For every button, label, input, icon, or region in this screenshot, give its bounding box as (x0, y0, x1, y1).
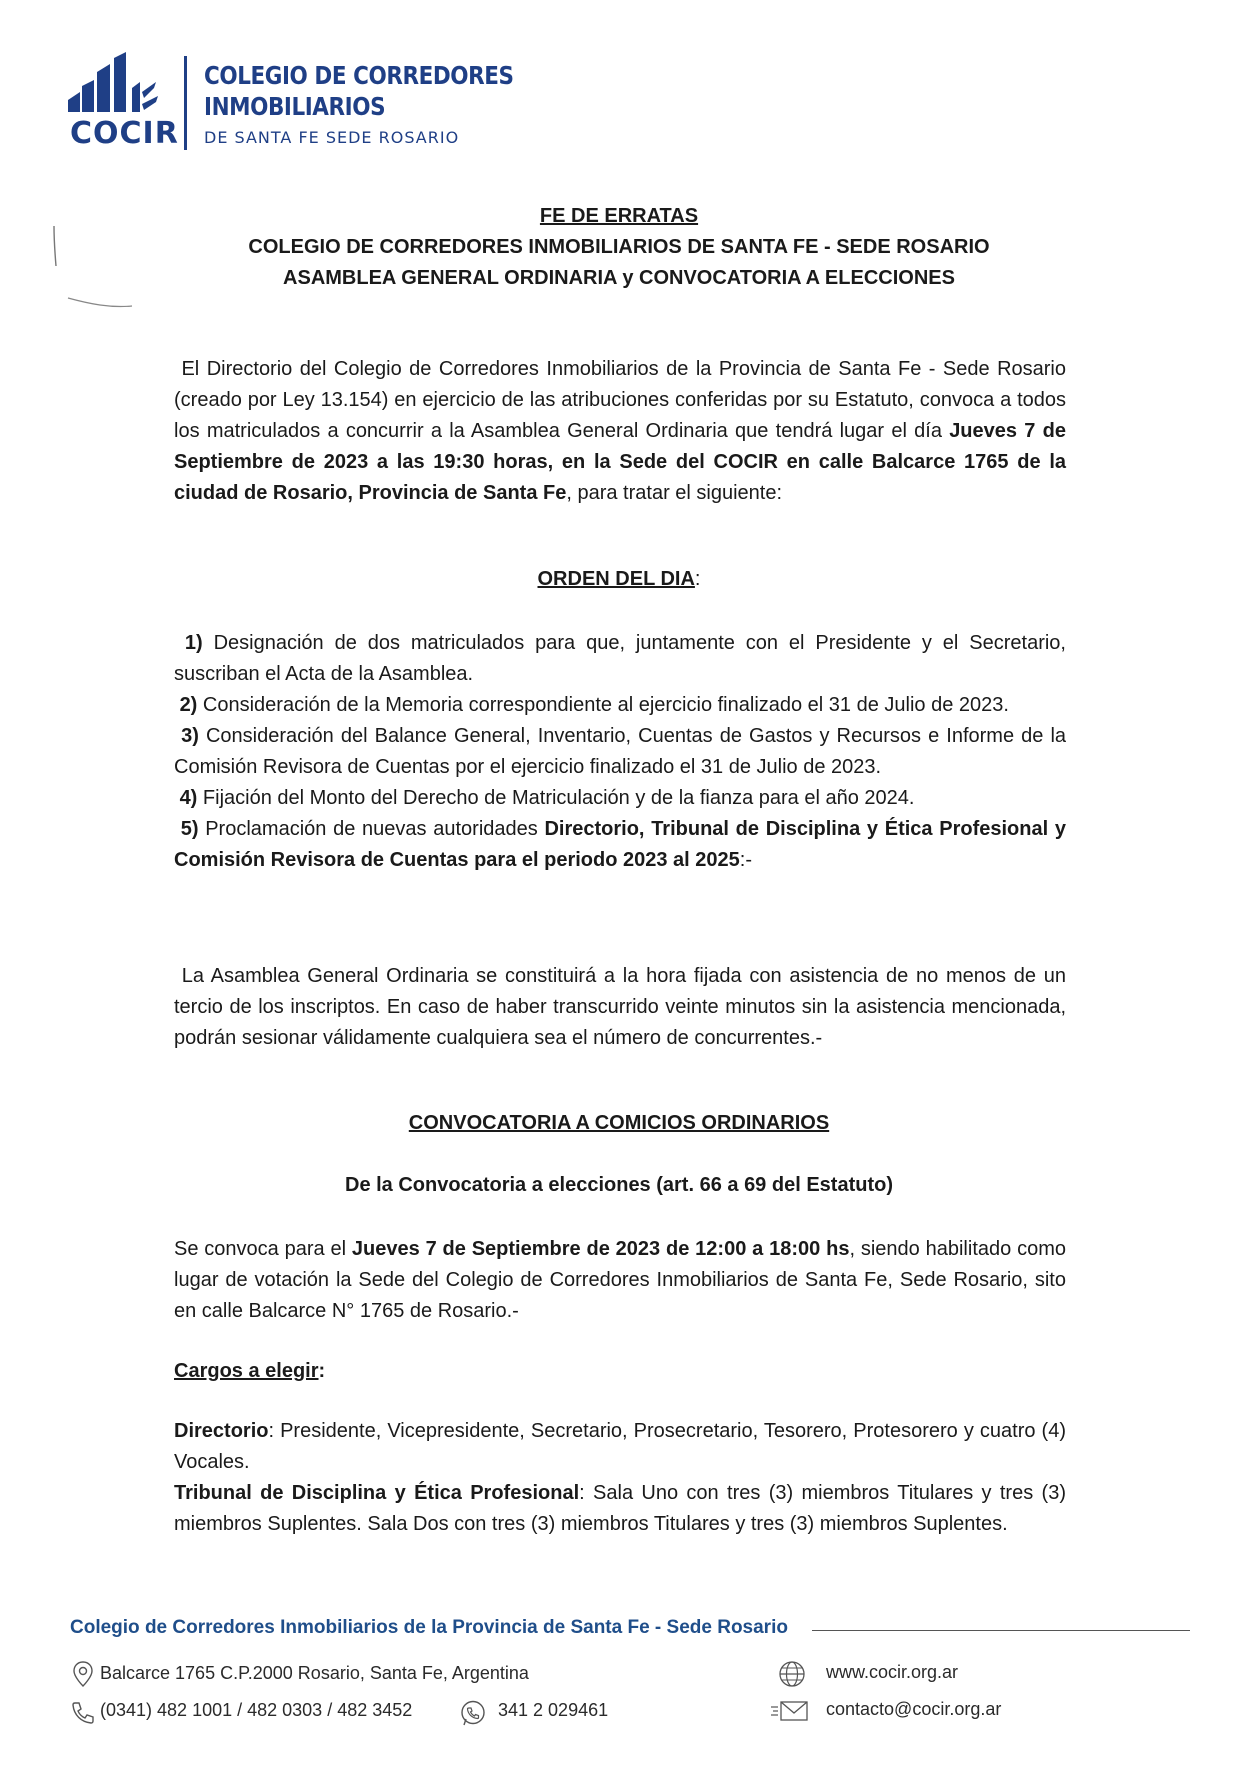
list-item: 1) Designación de dos matriculados para que, juntamente con el Presidente y el Secretario, suscriban el Acta de la Asamblea. (174, 632, 1066, 685)
list-item: 2) Consideración de la Memoria correspondiente al ejercicio finalizado el 31 de Julio de 2023. (179, 694, 1009, 716)
list-item: 4) Fijación del Monto del Derecho de Matriculación y de la fianza para el año 2024. (179, 787, 915, 809)
cargo-tribunal: Tribunal de Disciplina y Ética Profesional: Sala Uno con tres (3) miembros Titulares y tres (3) miembros Suplentes. Sala Dos con tres (3) miembros Titulares y tres (3) miembros Suplentes. (174, 1482, 1066, 1535)
footer-whatsapp[interactable]: 341 2 029461 (498, 1700, 609, 1720)
logo-name: COLEGIO DE CORREDORES INMOBILIARIOS (204, 61, 514, 121)
cargos-heading: Cargos a elegir: (174, 1360, 326, 1382)
assembly-date: Jueves 7 de Septiembre de 2023 a las 19:30 horas, en la Sede del COCIR en calle Balcarce 1765 de la ciudad de Rosario, Provincia de Santa Fe (174, 420, 1066, 504)
footer-email[interactable]: contacto@cocir.org.ar (826, 1699, 1002, 1719)
email-icon (770, 1696, 810, 1726)
logo-divider (184, 56, 187, 150)
intro-paragraph: El Directorio del Colegio de Corredores Inmobiliarios de la Provincia de Santa Fe - Sede Rosario (creado por Ley 13.154) en ejercicio de las atribuciones conferidas por su Estatuto, convoca a todos los matriculados a concurrir a la Asamblea General Ordinaria que tendrá lugar el día Jueves 7 de Septiembre de 2023 a las 19:30 horas, en la Sede del COCIR en calle Balcarce 1765 de la ciudad de Rosario, Provincia de Santa Fe, para tratar el siguiente: (174, 358, 1066, 504)
orden-list (174, 628, 1066, 876)
doc-title-org: COLEGIO DE CORREDORES INMOBILIARIOS DE SANTA FE - SEDE ROSARIO (248, 236, 990, 258)
header-logo (66, 52, 514, 152)
globe-icon (777, 1659, 807, 1689)
footer-website[interactable]: www.cocir.org.ar (826, 1662, 959, 1682)
election-date: Jueves 7 de Septiembre de 2023 de 12:00 a 18:00 hs (351, 1238, 850, 1260)
phone-icon (68, 1698, 98, 1728)
doc-title-assembly: ASAMBLEA GENERAL ORDINARIA y CONVOCATORIA A ELECCIONES (283, 267, 955, 289)
list-item: 5) Proclamación de nuevas autoridades Directorio, Tribunal de Disciplina y Ética Profesional y Comisión Revisora de Cuentas para el periodo 2023 al 2025:- (174, 818, 1066, 871)
list-item: 3) Consideración del Balance General, Inventario, Cuentas de Gastos y Recursos e Informe de la Comisión Revisora de Cuentas por el ejercicio finalizado el 31 de Julio de 2023. (174, 725, 1067, 778)
orden-heading: ORDEN DEL DIA: (537, 568, 701, 590)
comicios-heading: CONVOCATORIA A COMICIOS ORDINARIOS (408, 1112, 830, 1134)
location-pin-icon (68, 1659, 98, 1689)
footer-divider (812, 1630, 1190, 1631)
whatsapp-icon (458, 1698, 488, 1728)
footer-title: Colegio de Corredores Inmobiliarios de la Provincia de Santa Fe - Sede Rosario (70, 1617, 788, 1638)
logo-subtitle: DE SANTA FE SEDE ROSARIO (204, 128, 460, 147)
doc-title: FE DE ERRATAS (539, 205, 699, 227)
comicios-subheading: De la Convocatoria a elecciones (art. 66 a 69 del Estatuto) (345, 1174, 893, 1196)
cargos-list (174, 1416, 1066, 1540)
logo-acronym: COCIR (70, 116, 179, 151)
asamblea-paragraph: La Asamblea General Ordinaria se constituirá a la hora fijada con asistencia de no menos de un tercio de los inscriptos. En caso de haber transcurrido veinte minutos sin la asistencia mencionada, podrán sesionar válidamente cualquiera sea el número de concurrentes.- (174, 965, 1066, 1049)
cargo-directorio: Directorio: Presidente, Vicepresidente, Secretario, Prosecretario, Tesorero, Protesorero y cuatro (4) Vocales. (174, 1420, 1066, 1473)
comicios-paragraph: Se convoca para el Jueves 7 de Septiembre de 2023 de 12:00 a 18:00 hs, siendo habilitado como lugar de votación la Sede del Colegio de Corredores Inmobiliarios de Santa Fe, Sede Rosario, sito en calle Balcarce N° 1765 de Rosario.- (174, 1238, 1066, 1322)
footer-phones[interactable]: (0341) 482 1001 / 482 0303 / 482 3452 (100, 1700, 413, 1720)
footer-address: Balcarce 1765 C.P.2000 Rosario, Santa Fe, Argentina (100, 1663, 529, 1683)
